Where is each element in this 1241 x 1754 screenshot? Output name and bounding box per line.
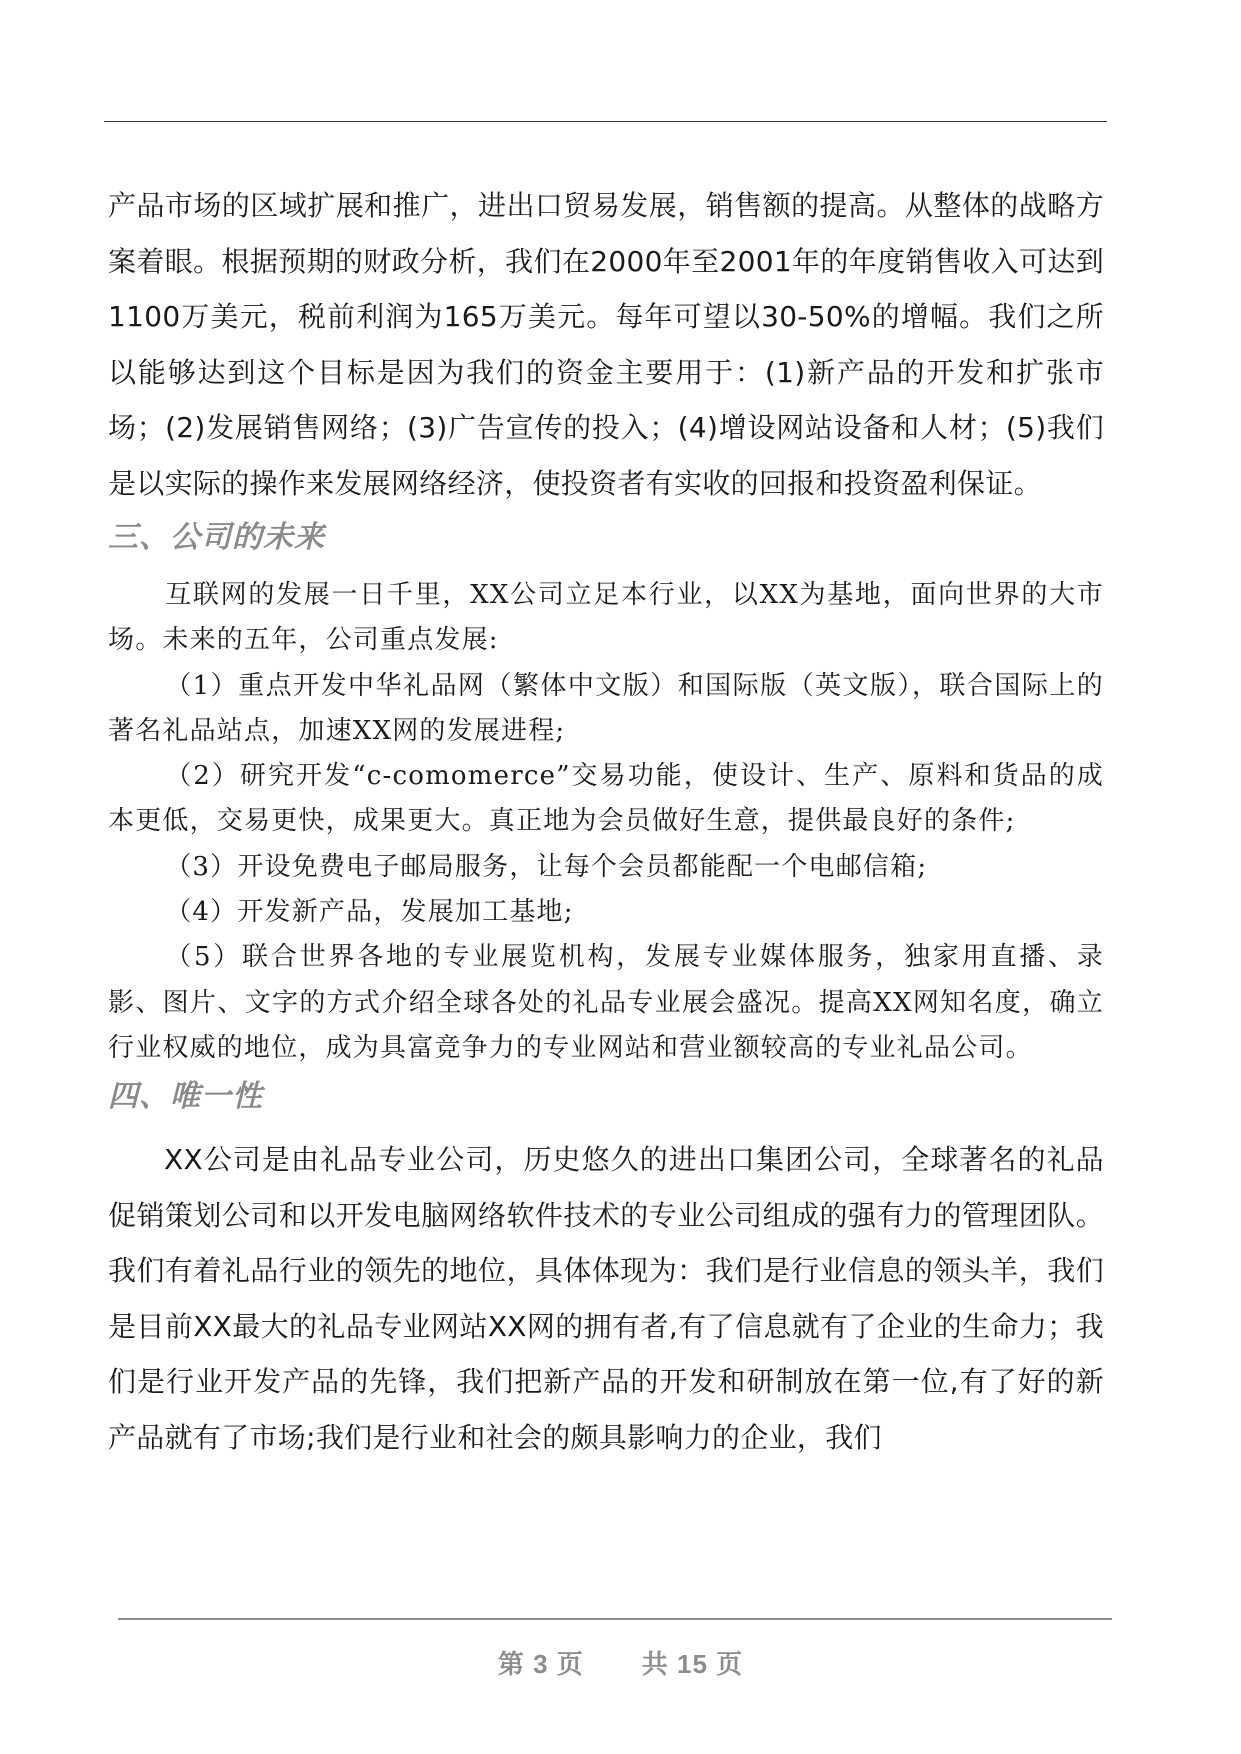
page-number-total: 共 15 页	[641, 1649, 744, 1679]
uniqueness-paragraph: XX公司是由礼品专业公司，历史悠久的进出口集团公司，全球著名的礼品促销策划公司和以开发电脑网络软件技术的专业公司组成的强有力的管理团队。我们有着礼品行业的领先的地位，具体体现为：我们是行业信息的领头羊，我们是目前XX最大的礼品专业网站XX网的拥有者,有了信息就有了企业的生命力；我们是行业开发产品的先锋，我们把新产品的开发和研制放在第一位,有了好的新产品就有了市场;我们是行业和社会的颇具影响力的企业，我们	[108, 1143, 1104, 1454]
section-heading-uniqueness: 四、唯一性	[108, 1079, 263, 1115]
body-paragraph-continued: 产品市场的区域扩展和推广，进出口贸易发展，销售额的提高。从整体的战略方案着眼。根据预期的财政分析，我们在2000年至2001年的年度销售收入可达到1100万美元，税前利润为165万美元。每年可望以30-50%的增幅。我们之所以能够达到这个目标是因为我们的资金主要用于：(1)新产品的开发和扩张市场；(2)发展销售网络；(3)广告宣传的投入；(4)增设网站设备和人材；(5)我们是以实际的操作来发展网络经济，使投资者有实收的回报和投资盈利保证。	[108, 189, 1104, 500]
page-footer	[0, 1644, 1241, 1681]
header-rule	[104, 121, 1107, 122]
section-heading-future: 三、公司的未来	[108, 520, 325, 555]
future-item-3: （3）开设免费电子邮局服务，让每个会员都能配一个电邮信箱;	[165, 851, 928, 882]
future-intro-paragraph: 互联网的发展一日千里，XX公司立足本行业，以XX为基地，面向世界的大市场。未来的五年，公司重点发展:	[108, 580, 1104, 656]
page-number-current: 第 3 页	[497, 1649, 584, 1679]
future-item-5: （5）联合世界各地的专业展览机构，发展专业媒体服务，独家用直播、录影、图片、文字的方式介绍全球各处的礼品专业展会盛况。提高XX网知名度，确立行业权威的地位，成为具富竞争力的专业网站和营业额较高的专业礼品公司。	[108, 942, 1104, 1063]
future-item-1: （1）重点开发中华礼品网（繁体中文版）和国际版（英文版），联合国际上的著名礼品站点，加速XX网的发展进程;	[108, 670, 1104, 746]
footer-rule	[118, 1618, 1112, 1620]
future-item-2: （2）研究开发“c-comomerce”交易功能，使设计、生产、原料和货品的成本更低，交易更快，成果更大。真正地为会员做好生意，提供最良好的条件;	[108, 761, 1104, 837]
future-item-4: （4）开发新产品，发展加工基地;	[165, 897, 574, 928]
page-body	[108, 178, 1104, 1465]
